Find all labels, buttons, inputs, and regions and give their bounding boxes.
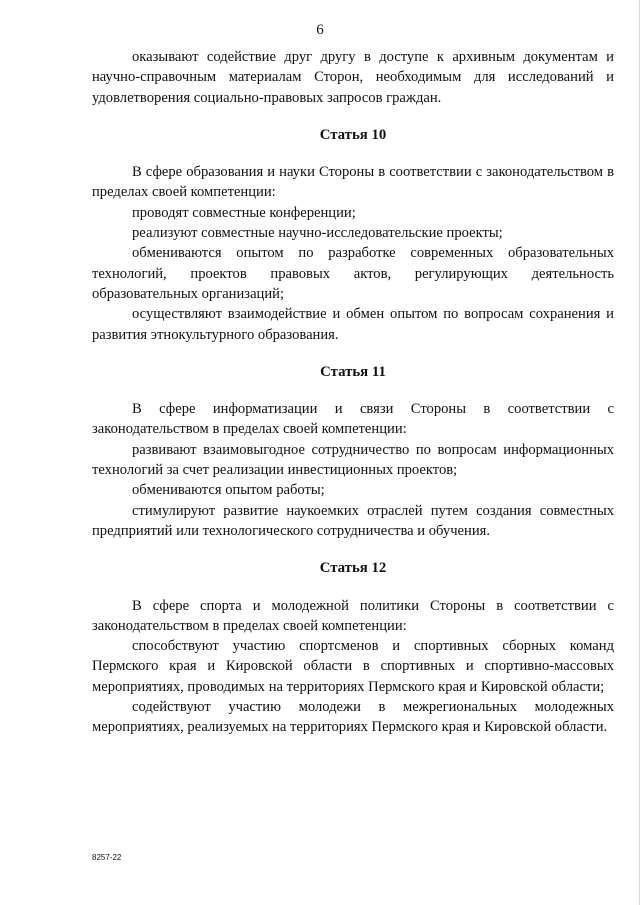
document-code: 8257-22 <box>92 853 122 862</box>
article-10-paragraph: реализуют совместные научно-исследовательские проекты; <box>132 225 503 242</box>
article-11-paragraph: обмениваются опытом работы; <box>132 482 325 499</box>
article-10-paragraph: проводят совместные конференции; <box>132 204 356 221</box>
article-10-paragraph: обмениваются опытом по разработке современных образовательных технологий, проектов правовых актов, регулирующих деятельность образовательных организаций; <box>92 245 614 302</box>
article-10-heading: Статья 10 <box>319 126 387 143</box>
article-10-paragraph: В сфере образования и науки Стороны в соответствии с законодательством в пределах своей компетенции: <box>92 164 614 201</box>
article-11-heading: Статья 11 <box>320 363 386 380</box>
article-12-paragraph: содействуют участию молодежи в межрегиональных молодежных мероприятиях, реализуемых на территориях Пермского края и Кировской области. <box>92 699 614 736</box>
document-body <box>92 47 614 738</box>
article-12-paragraph: способствуют участию спортсменов и спортивных сборных команд Пермского края и Кировской области в спортивных и спортивно-массовых мероприятиях, проводимых на территориях Пермского края и Кировской области; <box>92 638 614 695</box>
page-number: 6 <box>316 22 324 38</box>
article-12-heading: Статья 12 <box>319 560 387 577</box>
article-10-paragraph: осуществляют взаимодействие и обмен опытом по вопросам сохранения и развития этнокультурного образования. <box>92 306 614 343</box>
article-11-paragraph: стимулируют развитие наукоемких отраслей путем создания совместных предприятий или технологического сотрудничества и обучения. <box>92 502 614 539</box>
article-12-paragraph: В сфере спорта и молодежной политики Стороны в соответствии с законодательством в пределах своей компетенции: <box>92 597 614 634</box>
intro-paragraph: оказывают содействие друг другу в доступе к архивным документам и научно-справочным материалам Сторон, необходимым для исследований и удовлетворения социально-правовых запросов граждан. <box>92 49 614 106</box>
article-11-paragraph: развивают взаимовыгодное сотрудничество по вопросам информационных технологий за счет реализации инвестиционных проектов; <box>92 441 614 479</box>
article-11-paragraph: В сфере информатизации и связи Стороны в соответствии с законодательством в пределах своей компетенции: <box>92 401 614 438</box>
